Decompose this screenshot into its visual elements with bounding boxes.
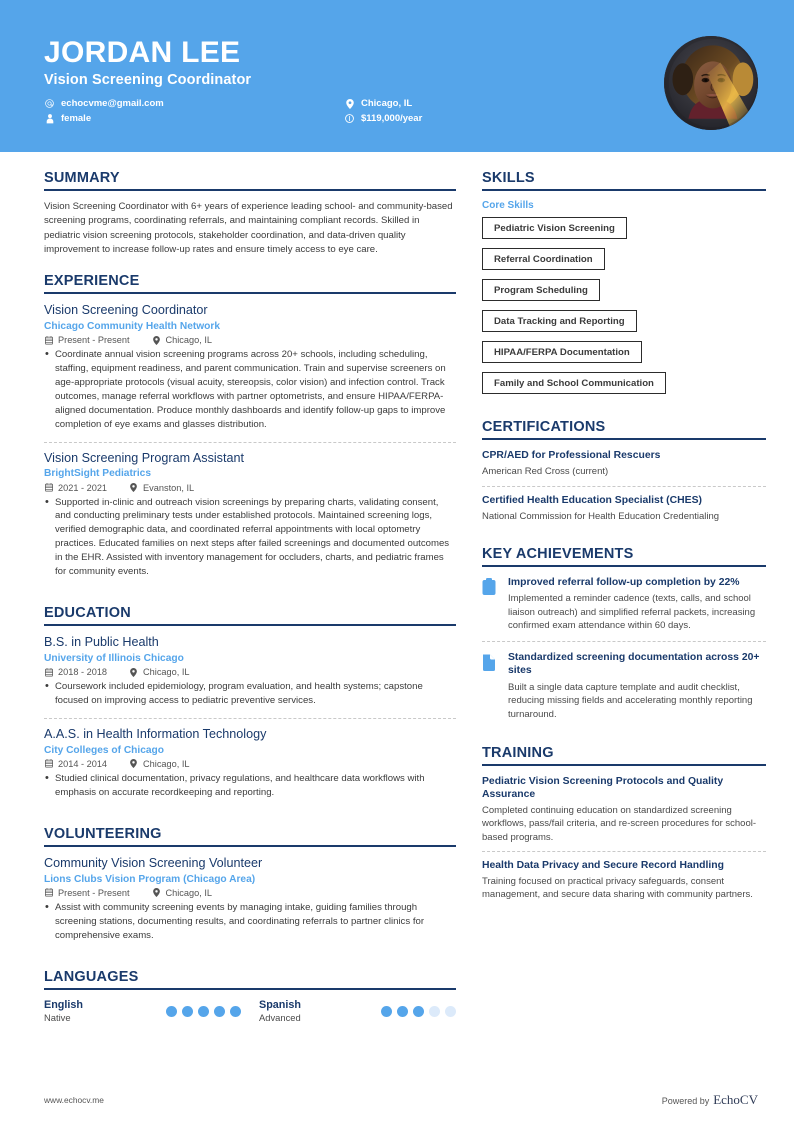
entry-school: University of Illinois Chicago bbox=[44, 652, 184, 664]
entry-dates-text: 2018 - 2018 bbox=[58, 667, 108, 678]
entry-dates-text: Present - Present bbox=[58, 335, 130, 346]
rating-dot bbox=[381, 1006, 392, 1017]
training-name: Health Data Privacy and Secure Record Handling bbox=[482, 860, 724, 872]
volunteering-entry bbox=[44, 856, 456, 953]
skill-chip: Referral Coordination bbox=[482, 248, 605, 270]
resume-body bbox=[0, 152, 794, 1123]
powered-by-label: Powered by bbox=[661, 1096, 710, 1106]
entry-meta bbox=[44, 667, 456, 677]
entry-dates-text: Present - Present bbox=[58, 887, 130, 898]
entry-degree: B.S. in Public Health bbox=[44, 635, 159, 650]
contact-location-text: Chicago, IL bbox=[361, 98, 413, 109]
section-experience bbox=[44, 273, 456, 589]
entry-bullet: • Coursework included epidemiology, program evaluation, and health systems; capstone focused on improving access to pediatric preventive services. bbox=[44, 680, 456, 708]
job-title: Vision Screening Coordinator bbox=[44, 72, 252, 88]
calendar-icon bbox=[44, 888, 53, 897]
entry-dates-text: 2021 - 2021 bbox=[58, 482, 108, 493]
certifications-rule bbox=[482, 438, 766, 440]
achievements-heading: KEY ACHIEVEMENTS bbox=[482, 545, 634, 562]
footer-site-url: www.echocv.me bbox=[44, 1095, 104, 1105]
entry-location-text: Chicago, IL bbox=[143, 758, 190, 769]
achievement-text bbox=[508, 576, 766, 633]
contact-salary bbox=[344, 113, 422, 124]
contact-salary-text: $119,000/year bbox=[361, 113, 423, 124]
skills-heading: SKILLS bbox=[482, 170, 535, 186]
email-icon bbox=[44, 99, 55, 108]
training-item bbox=[482, 851, 766, 909]
rating-dot bbox=[445, 1006, 456, 1017]
rating-dot bbox=[182, 1006, 193, 1017]
training-name: Pediatric Vision Screening Protocols and Quality Assurance bbox=[482, 776, 724, 801]
salary-coin-icon bbox=[344, 114, 355, 123]
section-languages bbox=[44, 969, 456, 1024]
training-description: Completed continuing education on standardized screening workflows, pass/fail criteria, and re-screen procedures for school-based programs. bbox=[482, 805, 757, 843]
contact-gender-text: female bbox=[61, 113, 92, 124]
section-volunteering bbox=[44, 826, 456, 953]
language-name: Spanish bbox=[259, 998, 301, 1011]
language-name: English bbox=[44, 998, 83, 1011]
entry-org: Chicago Community Health Network bbox=[44, 320, 221, 332]
entry-location bbox=[129, 667, 189, 677]
clipboard-icon bbox=[482, 576, 498, 633]
summary-text: Vision Screening Coordinator with 6+ years of experience leading school- and community-based screening programs, coordinating referrals, and maintaining compliant records. Skilled in pediatric vision screening protocols, stakeholder coordination, and data-driven quality improvement to increase follow-up rates and ensure timely access to eye care. bbox=[44, 201, 453, 255]
entry-role: Vision Screening Program Assistant bbox=[44, 450, 244, 465]
language-rating-dots bbox=[166, 1006, 241, 1017]
skill-chip: Data Tracking and Reporting bbox=[482, 310, 637, 332]
entry-school: City Colleges of Chicago bbox=[44, 744, 165, 756]
rating-dot bbox=[166, 1006, 177, 1017]
education-entry bbox=[44, 635, 456, 718]
certification-name: CPR/AED for Professional Rescuers bbox=[482, 450, 661, 462]
languages-heading: LANGUAGES bbox=[44, 968, 139, 985]
entry-location-text: Evanston, IL bbox=[143, 482, 195, 493]
brand-logo: EchoCV bbox=[713, 1092, 758, 1107]
skills-list bbox=[482, 217, 766, 403]
calendar-icon bbox=[44, 336, 53, 345]
achievement-item bbox=[482, 641, 766, 729]
certification-item bbox=[482, 449, 766, 485]
section-certifications bbox=[482, 419, 766, 530]
certification-issuer: American Red Cross (current) bbox=[482, 466, 609, 478]
achievement-description: Implemented a reminder cadence (texts, calls, and school liaison outreach) and simplified referral packets, increasing confirmed exam attendance within 60 days. bbox=[508, 593, 756, 632]
language-level: Advanced bbox=[259, 1011, 301, 1023]
training-rule bbox=[482, 764, 766, 766]
rating-dot bbox=[198, 1006, 209, 1017]
skills-group-label: Core Skills bbox=[482, 200, 534, 212]
summary-rule bbox=[44, 189, 456, 191]
entry-org: Lions Clubs Vision Program (Chicago Area) bbox=[44, 873, 256, 885]
entry-location-text: Chicago, IL bbox=[165, 335, 212, 346]
document-icon bbox=[482, 651, 498, 721]
rating-dot bbox=[413, 1006, 424, 1017]
entry-meta bbox=[44, 888, 456, 898]
certification-item bbox=[482, 486, 766, 530]
training-heading: TRAINING bbox=[482, 745, 554, 761]
entry-bullets bbox=[44, 348, 456, 431]
entry-meta bbox=[44, 483, 456, 493]
location-pin-icon bbox=[129, 668, 138, 677]
contact-gender bbox=[44, 113, 344, 124]
right-column bbox=[482, 170, 766, 1123]
section-skills bbox=[482, 170, 766, 403]
education-rule bbox=[44, 624, 456, 626]
achievements-rule bbox=[482, 565, 766, 567]
entry-org: BrightSight Pediatrics bbox=[44, 468, 151, 480]
header-identity bbox=[44, 30, 422, 124]
rating-dot bbox=[230, 1006, 241, 1017]
certifications-heading: CERTIFICATIONS bbox=[482, 419, 606, 436]
location-pin-icon bbox=[152, 888, 161, 897]
achievement-text bbox=[508, 651, 766, 721]
location-pin-icon bbox=[152, 336, 161, 345]
location-pin-icon bbox=[129, 483, 138, 492]
entry-location bbox=[152, 335, 212, 345]
calendar-icon bbox=[44, 668, 53, 677]
entry-location-text: Chicago, IL bbox=[165, 887, 212, 898]
entry-dates-text: 2014 - 2014 bbox=[58, 758, 108, 769]
calendar-icon bbox=[44, 483, 53, 492]
experience-entry bbox=[44, 303, 456, 441]
section-achievements bbox=[482, 546, 766, 729]
entry-bullet: • Supported in-clinic and outreach vision screenings by preparing charts, validating consent, and conducting preliminary tests under established protocols. Maintained screening logs, verified demographic data, and coordinated referral appointments with local optometry practices. Educated families on next steps after failed screenings and documented outcomes in the EHR. Assisted with inventory management for occluders, charts, and pediatric frames for community events. bbox=[44, 496, 456, 579]
section-education bbox=[44, 605, 456, 810]
entry-dates bbox=[44, 888, 130, 898]
resume-header bbox=[0, 0, 794, 152]
entry-meta bbox=[44, 759, 456, 769]
entry-bullets bbox=[44, 496, 456, 579]
languages-rule bbox=[44, 988, 456, 990]
entry-bullets bbox=[44, 680, 456, 708]
location-pin-icon bbox=[129, 759, 138, 768]
skill-chip: Family and School Communication bbox=[482, 372, 666, 394]
rating-dot bbox=[397, 1006, 408, 1017]
section-training bbox=[482, 745, 766, 909]
entry-bullet: • Studied clinical documentation, privacy regulations, and healthcare data workflows with emphasis on accurate recordkeeping and reporting. bbox=[44, 772, 456, 800]
language-rating-dots bbox=[381, 1006, 456, 1017]
entry-dates bbox=[44, 335, 130, 345]
calendar-icon bbox=[44, 759, 53, 768]
entry-meta bbox=[44, 335, 456, 345]
entry-dates bbox=[44, 667, 107, 677]
entry-dates bbox=[44, 759, 107, 769]
skill-chip: Pediatric Vision Screening bbox=[482, 217, 627, 239]
skill-chip: HIPAA/FERPA Documentation bbox=[482, 341, 642, 363]
contact-location bbox=[344, 98, 422, 109]
language-item bbox=[259, 999, 456, 1024]
volunteering-rule bbox=[44, 845, 456, 847]
language-row bbox=[44, 999, 456, 1024]
footer-powered-by bbox=[662, 1092, 758, 1108]
gender-person-icon bbox=[44, 114, 55, 124]
avatar bbox=[664, 36, 758, 130]
volunteering-heading: VOLUNTEERING bbox=[44, 825, 162, 842]
entry-bullets bbox=[44, 901, 456, 943]
training-item bbox=[482, 775, 766, 851]
entry-bullets bbox=[44, 772, 456, 800]
left-column bbox=[44, 170, 456, 1123]
location-pin-icon bbox=[344, 99, 355, 109]
language-item bbox=[44, 999, 241, 1024]
experience-heading: EXPERIENCE bbox=[44, 272, 140, 289]
entry-bullet: • Assist with community screening events by managing intake, guiding families through screening stations, documenting results, and coordinating referrals to partner clinics for comprehensive exams. bbox=[44, 901, 456, 943]
summary-heading: SUMMARY bbox=[44, 170, 120, 186]
entry-bullet: • Coordinate annual vision screening programs across 20+ schools, including scheduling, staffing, equipment readiness, and parent communication. Train and supervise screeners on age-appropriate protocols (visual acuity, stereopsis, color vision) and infection control. Track outcomes, manage referral workflows with partner optometrists, and ensure HIPAA/FERPA-aligned documentation. Produce monthly dashboards and identify follow-up gaps to improve completion of eye exams and glasses distribution. bbox=[44, 348, 456, 431]
profile-photo bbox=[664, 36, 758, 130]
achievement-title: Standardized screening documentation across 20+ sites bbox=[508, 651, 760, 677]
experience-rule bbox=[44, 292, 456, 294]
contact-grid bbox=[44, 98, 422, 124]
entry-location-text: Chicago, IL bbox=[143, 667, 190, 678]
contact-email-text: echocvme@gmail.com bbox=[61, 98, 164, 109]
entry-role: Vision Screening Coordinator bbox=[44, 303, 208, 318]
rating-dot bbox=[429, 1006, 440, 1017]
entry-location bbox=[129, 759, 189, 769]
skill-chip: Program Scheduling bbox=[482, 279, 600, 301]
rating-dot bbox=[214, 1006, 225, 1017]
entry-location bbox=[129, 483, 194, 493]
achievement-item bbox=[482, 576, 766, 641]
section-summary bbox=[44, 170, 456, 257]
entry-dates bbox=[44, 483, 107, 493]
training-description: Training focused on practical privacy safeguards, consent management, and secure data sharing with community partners. bbox=[482, 876, 753, 901]
resume-footer bbox=[0, 1077, 794, 1123]
entry-degree: A.A.S. in Health Information Technology bbox=[44, 726, 267, 741]
achievement-title: Improved referral follow-up completion by 22% bbox=[508, 577, 740, 589]
entry-role: Community Vision Screening Volunteer bbox=[44, 855, 263, 870]
education-heading: EDUCATION bbox=[44, 604, 131, 621]
skills-rule bbox=[482, 189, 766, 191]
experience-entry bbox=[44, 442, 456, 589]
language-text bbox=[259, 999, 301, 1024]
education-entry bbox=[44, 718, 456, 810]
language-text bbox=[44, 999, 83, 1024]
certification-issuer: National Commission for Health Education Credentialing bbox=[482, 510, 720, 522]
certification-name: Certified Health Education Specialist (CHES) bbox=[482, 494, 702, 506]
language-level: Native bbox=[44, 1011, 71, 1023]
page-title: JORDAN LEE bbox=[44, 36, 241, 69]
achievement-description: Built a single data capture template and audit checklist, reducing missing fields and accelerating monthly reporting turnaround. bbox=[508, 681, 753, 720]
entry-location bbox=[152, 888, 212, 898]
contact-email bbox=[44, 98, 344, 109]
